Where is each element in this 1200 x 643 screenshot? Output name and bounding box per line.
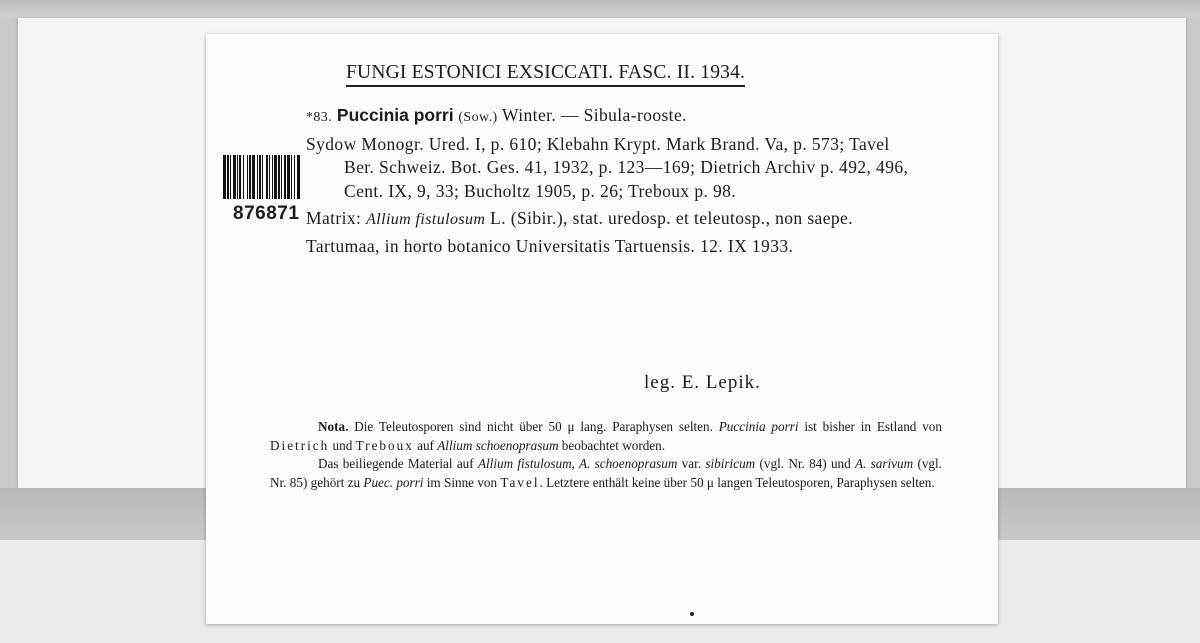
nota-paragraph-2 [270,455,942,492]
nota-text: (vgl. Nr. 85) gehört zu [270,456,942,490]
species-name: Puccinia porri [336,105,454,125]
matrix-line [306,207,912,231]
matrix-rest: L. (Sibir.), stat. uredosp. et teleutosp., non saepe. [485,207,853,228]
nota-text: var. [677,456,706,472]
nota-text: . Letztere enthält keine über 50 μ langen Teleutosporen, Paraphysen selten. [539,474,935,490]
species-entry [306,104,912,262]
ink-dot [690,612,694,616]
nota-variety: sibiricum [705,456,756,472]
species-author-locality: Winter. — Sibula-rooste. [497,105,687,125]
nota-text: Die Teleutosporen sind nicht über 50 μ lang. Paraphysen selten. [348,419,719,434]
nota-host: Allium schoenoprasum [437,437,559,453]
entry-number: *83. [306,110,333,125]
nota-text: (vgl. Nr. 84) und [755,456,856,472]
nota-species: Puccinia porri [718,419,799,434]
herbarium-board-top [0,0,1200,18]
species-author: (Sow.) [458,110,498,125]
species-line [306,104,912,129]
nota-text: beobachtet worden. [558,437,666,453]
barcode-number: 876871 [233,203,300,224]
nota-label: Nota. [318,419,349,434]
nota-host: Allium fistulosum, A. schoenoprasum [477,456,678,472]
nota-text: im Sinne von [423,474,501,490]
nota-paragraph-1 [270,418,942,455]
nota-author-name: Tavel [500,474,540,490]
nota-text: ist bisher in Estland von [798,419,942,434]
nota-text: auf [413,437,438,453]
label-header: FUNGI ESTONICI EXSICCATI. FASC. II. 1934. [346,62,745,87]
collector: leg. E. Lepik. [644,372,761,393]
nota-block [270,418,942,492]
locality: Tartumaa, in horto botanico Universitatis Tartuensis. 12. IX 1933. [306,236,794,257]
nota-host: A. sarivum [855,456,914,472]
references: Sydow Monogr. Ured. I, p. 610; Klebahn Krypt. Mark Brand. Va, p. 573; Tavel Ber. Schweiz. Bot. Ges. 41, 1932, p. 123—169; Dietrich Archiv p. 492, 496, Cent. IX, 9, 33; Bucholtz 1905, p. 26; Treboux p. 98. [306,134,909,201]
nota-text: Das beiliegende Material auf [318,456,478,472]
nota-species: Puec. porri [363,474,424,490]
nota-author-name: Treboux [355,437,414,453]
barcode-bar [297,155,300,199]
nota-author-name: Dietrich [270,437,330,453]
specimen-label [206,34,998,624]
nota-text: und [329,437,356,453]
matrix-prefix: Matrix: [306,207,367,228]
matrix-host: Allium fistulosum [366,210,486,228]
